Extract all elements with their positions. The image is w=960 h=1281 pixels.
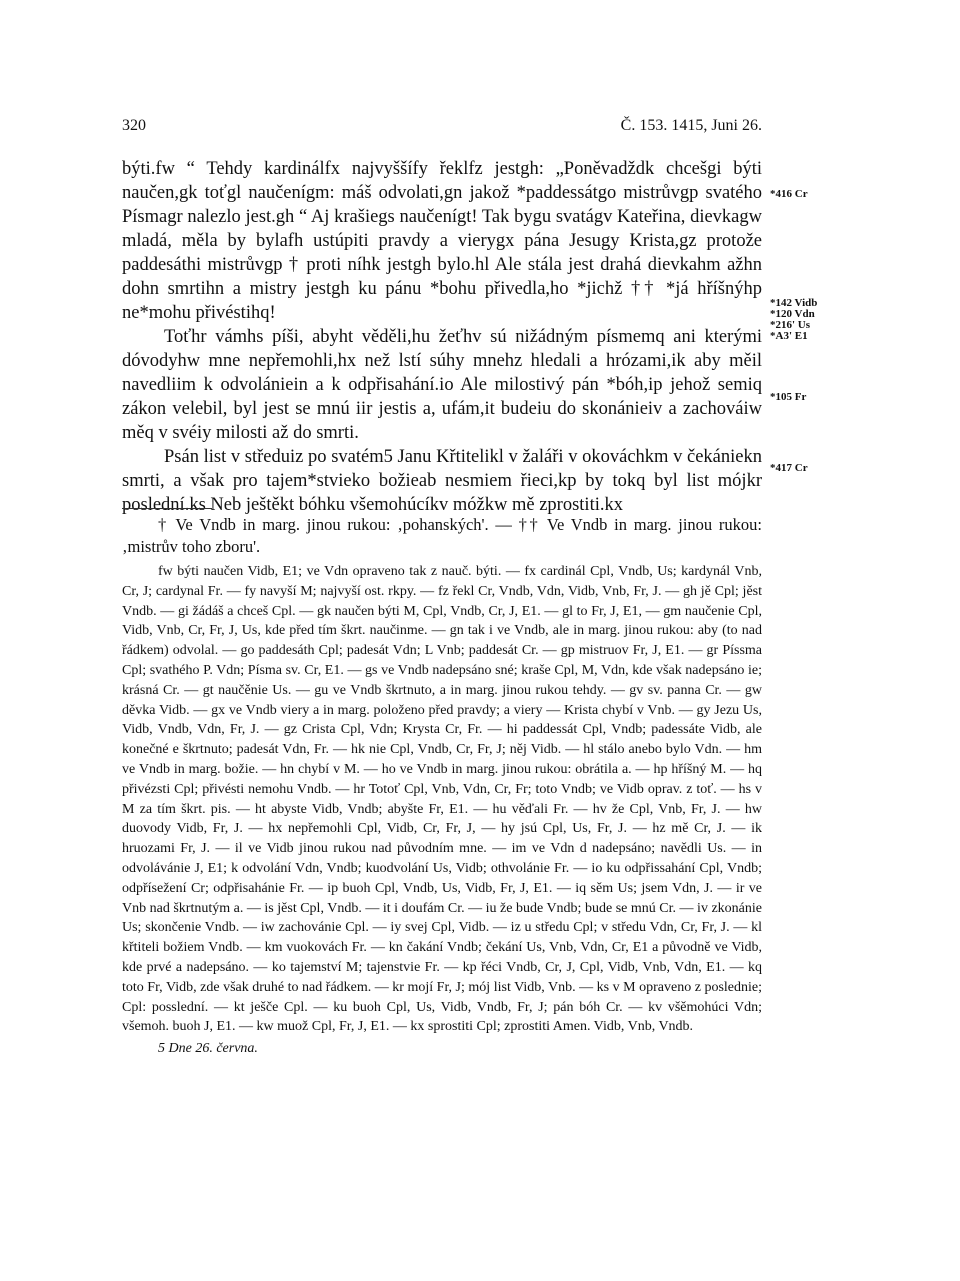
page-number: 320 — [122, 117, 146, 134]
margin-note: *142 Vidb *120 Vdn *216' Us *A3' E1 — [770, 297, 818, 342]
footnotes — [122, 514, 762, 1059]
paragraph-3: Psán list v středuiz po svatém5 Janu Křtitelikl v žaláři v okováchkm v čekániekn smrti, a však pro tajem*stvieko božieab nesmiem řieci,kp by tokq byl list mójkr poslední.ks Neb ještěkt bóhku všemohúcíkv móžkw mě zprostiti.kx — [122, 447, 762, 515]
margin-note: *416 Cr — [770, 188, 808, 200]
date-footnote: 5 Dne 26. června. — [158, 1041, 258, 1057]
footnote-divider — [122, 508, 212, 509]
running-head-title: Č. 153. 1415, Juni 26. — [620, 117, 762, 134]
dagger-footnote: † Ve Vndb in marg. jinou rukou: ‚pohanských'. — †† Ve Vndb in marg. jinou rukou: ‚mistrův toho zboru'. — [122, 515, 762, 556]
margin-note: *417 Cr — [770, 462, 808, 474]
variant-apparatus: fw býti naučen Vidb, E1; ve Vdn opraveno tak z nauč. býti. — fx cardinál Cpl, Vndb, Us; kardynál Vnb, Cr, J; cardynal Fr. — fy navyší M; najvyší ost. rkpy. — fz řekl Cr, Vndb, Vdn, Vidb, Vnb, Fr, J. — gh jě Cpl; jěst Vndb. — gi žádáš a chceš Cpl. — gk naučen býti M, Cpl, Vndb, Cr, J, E1. — gl to Fr, J, E1, — gm naučenie Cpl, Vidb, Vnb, Cr, Fr, J, Us, kde před tím škrt. naučinme. — gn tak i ve Vndb, ale in marg. jinou rukou: aby (to nad řádkem) odvolal. — go paddesáth Cpl; padesát Vdn; L Vnb; paddesát Cr. — gp mistruov Fr, J, E1. — gr Píssma Cpl; svathého P. Vdn; Písma sv. Cr, E1. — gs ve Vndb nadepsáno sné; kraše Cpl, M, Vdn, kde však nadepsáno ie; krásná Cr. — gt naučěnie Us. — gu ve Vndb škrtnuto, a in marg. jinou rukou tehdy. — gv sv. panna Cr. — gw děvka Vidb. — gx ve Vndb viery a in marg. položeno před pravdy; a viery — Krista chybí v Vnb. — gy Jezu Us, Vidb, Vndb, Vdn, Fr, J. — gz Crista Cpl, Vdn; Krysta Cr, Fr. — hi paddessát Cpl, Vndb; padessáte Vidb, ale konečné e škrtnuto; padesát Vdn, Fr. — hk nie Cpl, Vndb, Cr, Fr, J; něj Vidb. — hl stálo anebo bylo Vdn. — hm ve Vndb in marg. božie. — hn chybí v M. — ho ve Vndb in marg. jinou rukou: obrátila a. — hp hříšný M. — hq přivézsti Cpl; přivésti nemohu Vndb. — hr Totoť Cpl, Vnb, Vdn, Cr, Fr; toto Vndb; ve Vidb oprav. z toť. — hs v M za tím škrt. pis. — ht abyste Vidb, Vndb; abyšte Fr, E1. — hu věďali Fr. — hv že Cpl, Vnb, Fr, J. — hw duovody Vidb, Fr, J. — hx nepřemohli Cpl, Vidb, Cr, Fr, J, — hy jsú Cpl, Us, Fr, J. — hz mě Cr, J. — ik hruozami Fr, J. — il ve Vidb jinou rukou nad původním mne. — im ve Vdn d nadepsáno; navědli Us. — in odvolávánie J, E1; k odvolání Vdn, Vndb; kuodvolání Us, Vidb; othvolánie Fr. — io ku odpřissahání Cpl, Vndb; odpřísežení Cr; odpřisahánie Fr. — ip buoh Cpl, Vndb, Us, Vidb, Fr, J, E1. — iq sěm Us; jsem Vdn, J. — ir ve Vnb nad škrtnutým a. — is jěst Cpl, Vndb. — it i doufám Cr. — iu že bude Vndb; bude se mnú Cr. — iv zkonánie Us; skončenie Vndb. — iw zachovánie Cpl. — iy svej Cpl, Vidb. — iz u středu Cpl; v středu Vdn, Cr, Fr, J. — kl křtiteli božiem Vndb. — km vuokovách Fr. — kn čakání Vndb; čekání Us, Vnb, Vdn, Cr, E1 a původně ve Vidb, kde prvé a nadepsáno. — ko tajemství M; tajenstvie Fr. — kp řéci Vndb, Cr, J, Cpl, Vidb, Vnb, Vdn, E1. — kq toto Fr, Vidb, zde však druhé to nad řádkem. — kr mojí Fr, J; mój list Vidb, Vnb. — ks v M opraveno z poslednie; Cpl: posslední. — kt ješče Cpl. — ku buoh Cpl, Us, Vidb, Vndb, Fr, J; pán bóh Cr. — kv všěmohúci Vdn; všemoh. buoh J, E1. — kw muož Cpl, Fr, J, E1. — kx sprostiti Cpl; zprostiti Amen. Vidb, Vnb, Vndb. — [122, 564, 762, 1035]
margin-note: *105 Fr — [770, 391, 807, 403]
paragraph-2: Toťhr vámhs píši, abyht věděli,hu žeťhv sú nižádným písmemq ani kterými dóvodyhw mne nepřemohli,hx než lstí súhy mnehz hledali a hrózami,ik aby měil navedliim k odvolániein a k odpřisahání.io Ale milostivý pán *bóh,ip jehož semiq zákon velebil, byl jest se mnú iir jestis a, ufám,it budeiu do skonánieiv a zachováiw měq v svéiy milosti až do smrti. — [122, 327, 762, 443]
running-header — [122, 117, 762, 141]
letter-text — [122, 157, 762, 517]
paragraph-1: býti.fw “ Tehdy kardinálfx najvyššífy řeklfz jestgh: „Poněvadždk chcešgi býti naučen,gk toťgl naučenígm: máš odvolati,gn jakož *paddessátgo mistrůvgp svatého Písmagr nalezlo jest.gh “ Aj krašiegs naučenígt! Tak bygu svatágv Kateřina, dievkagw mladá, měla by bylafh ustúpiti pravdy a vierygx pána Jesugy Krista,gz protože paddesáthi mistrůvgp † proti níhk jestgh bylo.hl Ale stála jest drahá dievkahm ažhn dohn smrtihn a mistry jestgh ku pánu *bohu přivedla,ho *jichž †† *já hříšnýhp ne*mohu přivéstihq! — [122, 159, 762, 323]
